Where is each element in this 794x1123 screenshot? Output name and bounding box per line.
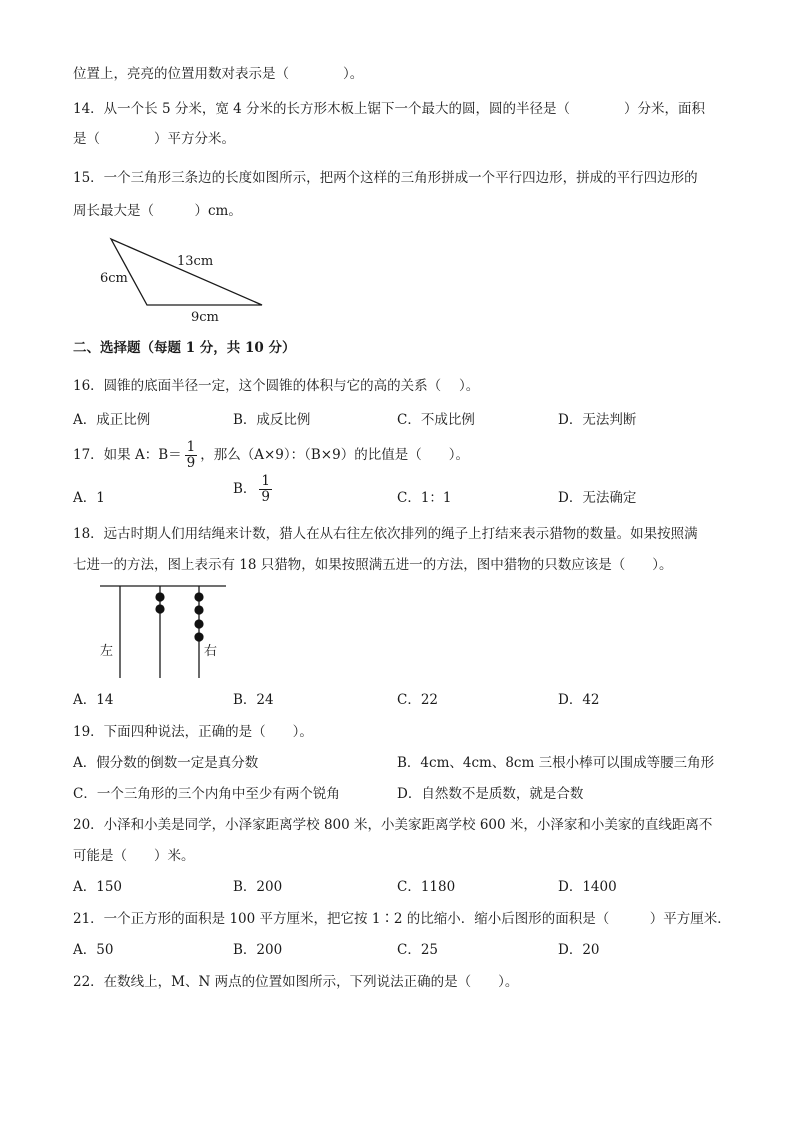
q18-option-b[interactable]: B．24 (233, 692, 274, 708)
q20-option-b[interactable]: B．200 (233, 879, 283, 895)
q22-text: 22．在数线上，M、N 两点的位置如图所示，下列说法正确的是（ ）。 (73, 974, 519, 990)
q17-option-d[interactable]: D．无法确定 (558, 490, 637, 506)
knotted-rope-figure (98, 582, 230, 682)
q15-line-2: 周长最大是（ ）cm。 (73, 203, 242, 219)
q19-option-c[interactable]: C．一个三角形的三个内角中至少有两个锐角 (73, 786, 340, 802)
q19-option-b[interactable]: B．4cm、4cm、8cm 三根小棒可以围成等腰三角形 (397, 755, 715, 771)
q17-option-b-fraction (259, 474, 272, 505)
q16-option-b[interactable]: B．成反比例 (233, 412, 311, 428)
q17-prefix: 17．如果 A：B＝ (73, 447, 182, 463)
q17-suffix: ，那么（A×9）：（B×9）的比值是（ ）。 (200, 447, 469, 463)
q19-option-a[interactable]: A．假分数的倒数一定是真分数 (73, 755, 259, 771)
q18-line-1: 18．远古时期人们用结绳来计数，猎人在从右往左依次排列的绳子上打结来表示猎物的数量。如果按照满 (73, 526, 698, 542)
q19-option-d[interactable]: D．自然数不是质数，就是合数 (397, 786, 584, 802)
q17-text (73, 438, 469, 472)
left-label: 左 (100, 644, 114, 659)
q17-option-c[interactable]: C．1：1 (397, 490, 452, 506)
knot-right-1 (194, 592, 203, 601)
q19-text: 19．下面四种说法，正确的是（ ）。 (73, 724, 313, 740)
q17-fraction-numerator: 1 (186, 439, 196, 455)
knot-middle-2 (155, 604, 164, 613)
q17-fraction-denominator: 9 (186, 455, 196, 471)
q16-option-a[interactable]: A．成正比例 (73, 412, 151, 428)
knot-middle-1 (155, 592, 164, 601)
q21-option-b[interactable]: B．200 (233, 942, 283, 958)
q13-continuation: 位置上，亮亮的位置用数对表示是（ ）。 (73, 66, 364, 82)
q21-option-a[interactable]: A．50 (73, 942, 114, 958)
knot-right-3 (194, 619, 203, 628)
q17-option-b[interactable] (233, 474, 275, 505)
knot-right-2 (194, 605, 203, 614)
triangle-shape (111, 239, 262, 305)
q20-option-c[interactable]: C．1180 (397, 879, 456, 895)
triangle-figure (90, 232, 280, 327)
section-2-heading: 二、选择题（每题 1 分，共 10 分） (73, 340, 296, 356)
knot-right-4 (194, 632, 203, 641)
q16-option-d[interactable]: D．无法判断 (558, 412, 637, 428)
q17-options (73, 473, 733, 516)
q20-option-a[interactable]: A．150 (73, 879, 123, 895)
q18-line-2: 七进一的方法，图上表示有 18 只猎物，如果按照满五进一的方法，图中猎物的只数应该是（ ）。 (73, 557, 673, 573)
side-label-6cm: 6cm (100, 271, 128, 286)
q15-line-1: 15．一个三角形三条边的长度如图所示，把两个这样的三角形拼成一个平行四边形，拼成的平行四边形的 (73, 170, 698, 186)
q17-option-b-numerator: 1 (261, 473, 271, 489)
q20-option-d[interactable]: D．1400 (558, 879, 617, 895)
side-label-9cm: 9cm (191, 310, 219, 325)
q21-option-c[interactable]: C．25 (397, 942, 439, 958)
q18-option-a[interactable]: A．14 (73, 692, 114, 708)
q17-fraction (185, 440, 198, 471)
q16-option-c[interactable]: C．不成比例 (397, 412, 475, 428)
right-label: 右 (204, 644, 218, 659)
q14-line-1: 14．从一个长 5 分米，宽 4 分米的长方形木板上锯下一个最大的圆，圆的半径是（ ）分米，面积 (73, 101, 706, 117)
q21-text: 21．一个正方形的面积是 100 平方厘米，把它按 1∶2 的比缩小．缩小后图形的面积是（ ）平方厘米． (73, 911, 731, 927)
q16-text: 16．圆锥的底面半径一定，这个圆锥的体积与它的高的关系（ ）。 (73, 378, 480, 394)
q21-option-d[interactable]: D．20 (558, 942, 600, 958)
q18-option-d[interactable]: D．42 (558, 692, 600, 708)
q18-option-c[interactable]: C．22 (397, 692, 439, 708)
q20-line-2: 可能是（ ）米。 (73, 848, 195, 864)
q14-line-2: 是（ ）平方分米。 (73, 131, 235, 147)
side-label-13cm: 13cm (177, 254, 214, 269)
q20-line-1: 20．小泽和小美是同学，小泽家距离学校 800 米，小美家距离学校 600 米，小泽家和小美家的直线距离不 (73, 817, 713, 833)
q17-option-b-prefix: B． (233, 481, 257, 497)
q17-option-b-denominator: 9 (261, 489, 271, 505)
q17-option-a[interactable]: A．1 (73, 490, 105, 506)
